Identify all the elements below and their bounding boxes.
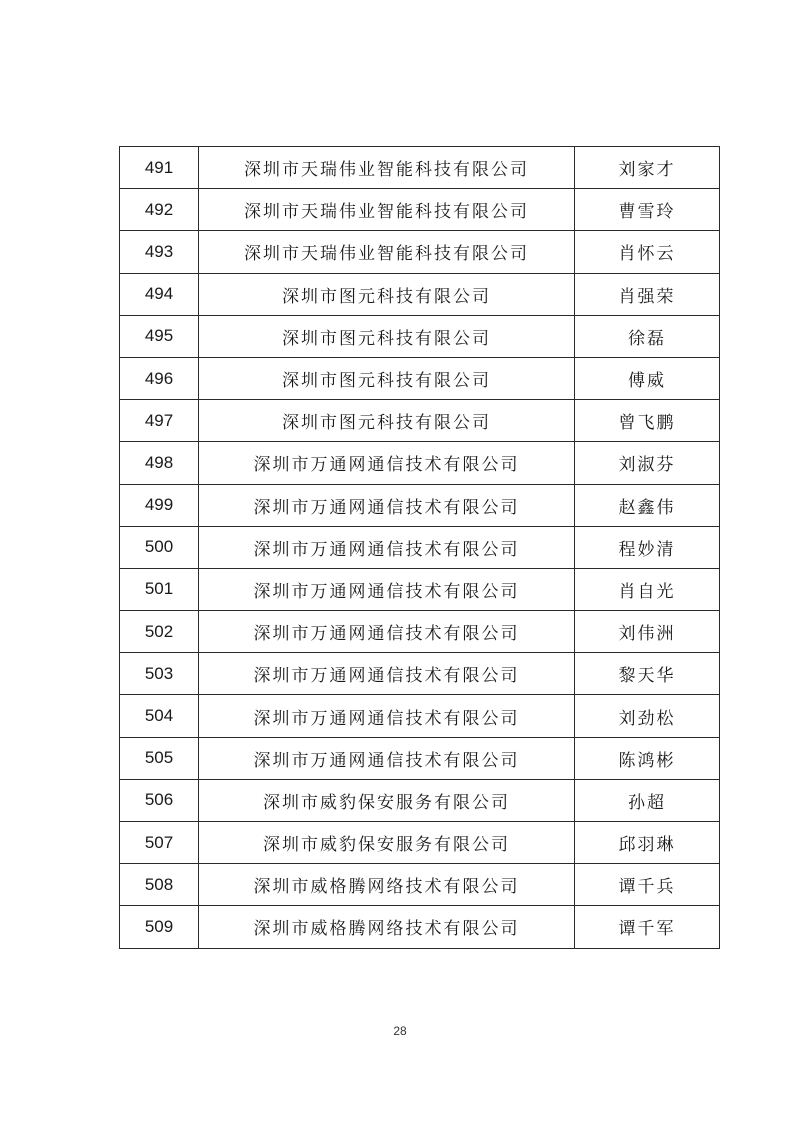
table-row	[120, 779, 720, 821]
person-name-cell: 谭千兵	[575, 864, 720, 906]
row-number-cell: 494	[120, 273, 199, 315]
table-row	[120, 822, 720, 864]
table-row	[120, 653, 720, 695]
person-name-cell: 刘家才	[575, 147, 720, 189]
company-name-cell: 深圳市万通网通信技术有限公司	[199, 695, 575, 737]
person-name-cell: 程妙清	[575, 526, 720, 568]
row-number-cell: 493	[120, 231, 199, 273]
row-number-cell: 498	[120, 442, 199, 484]
company-name-cell: 深圳市万通网通信技术有限公司	[199, 737, 575, 779]
table-row	[120, 568, 720, 610]
person-name-cell: 刘伟洲	[575, 611, 720, 653]
person-name-cell: 孙超	[575, 779, 720, 821]
company-name-cell: 深圳市威格腾网络技术有限公司	[199, 906, 575, 948]
person-name-cell: 陈鸿彬	[575, 737, 720, 779]
row-number-cell: 496	[120, 357, 199, 399]
table-row	[120, 864, 720, 906]
row-number-cell: 502	[120, 611, 199, 653]
company-name-cell: 深圳市万通网通信技术有限公司	[199, 484, 575, 526]
company-name-cell: 深圳市图元科技有限公司	[199, 315, 575, 357]
person-name-cell: 邱羽琳	[575, 822, 720, 864]
person-name-cell: 黎天华	[575, 653, 720, 695]
person-name-cell: 曹雪玲	[575, 189, 720, 231]
row-number-cell: 505	[120, 737, 199, 779]
table-row	[120, 737, 720, 779]
row-number-cell: 507	[120, 822, 199, 864]
company-name-cell: 深圳市威豹保安服务有限公司	[199, 822, 575, 864]
company-name-cell: 深圳市万通网通信技术有限公司	[199, 653, 575, 695]
company-name-cell: 深圳市万通网通信技术有限公司	[199, 442, 575, 484]
person-name-cell: 肖自光	[575, 568, 720, 610]
row-number-cell: 500	[120, 526, 199, 568]
table-row	[120, 357, 720, 399]
person-name-cell: 徐磊	[575, 315, 720, 357]
company-name-cell: 深圳市图元科技有限公司	[199, 357, 575, 399]
table-row	[120, 526, 720, 568]
person-name-cell: 赵鑫伟	[575, 484, 720, 526]
table-row	[120, 611, 720, 653]
row-number-cell: 506	[120, 779, 199, 821]
row-number-cell: 509	[120, 906, 199, 948]
table-row	[120, 906, 720, 948]
person-name-cell: 曾飞鹏	[575, 400, 720, 442]
company-name-cell: 深圳市万通网通信技术有限公司	[199, 611, 575, 653]
row-number-cell: 503	[120, 653, 199, 695]
row-number-cell: 491	[120, 147, 199, 189]
person-name-cell: 肖强荣	[575, 273, 720, 315]
person-name-cell: 肖怀云	[575, 231, 720, 273]
table-row	[120, 189, 720, 231]
row-number-cell: 501	[120, 568, 199, 610]
table-row	[120, 400, 720, 442]
table-row	[120, 231, 720, 273]
row-number-cell: 499	[120, 484, 199, 526]
company-name-cell: 深圳市万通网通信技术有限公司	[199, 526, 575, 568]
company-name-cell: 深圳市天瑞伟业智能科技有限公司	[199, 189, 575, 231]
page-number: 28	[393, 1024, 407, 1038]
table-row	[120, 147, 720, 189]
company-name-cell: 深圳市万通网通信技术有限公司	[199, 568, 575, 610]
table-row	[120, 695, 720, 737]
row-number-cell: 492	[120, 189, 199, 231]
person-name-cell: 刘淑芬	[575, 442, 720, 484]
table-row	[120, 315, 720, 357]
roster-table-body	[120, 147, 720, 949]
company-name-cell: 深圳市图元科技有限公司	[199, 400, 575, 442]
company-name-cell: 深圳市天瑞伟业智能科技有限公司	[199, 231, 575, 273]
company-name-cell: 深圳市天瑞伟业智能科技有限公司	[199, 147, 575, 189]
row-number-cell: 495	[120, 315, 199, 357]
roster-table	[119, 146, 720, 949]
company-name-cell: 深圳市威格腾网络技术有限公司	[199, 864, 575, 906]
person-name-cell: 刘劲松	[575, 695, 720, 737]
row-number-cell: 497	[120, 400, 199, 442]
table-row	[120, 442, 720, 484]
table-row	[120, 273, 720, 315]
row-number-cell: 508	[120, 864, 199, 906]
company-name-cell: 深圳市图元科技有限公司	[199, 273, 575, 315]
row-number-cell: 504	[120, 695, 199, 737]
person-name-cell: 傅威	[575, 357, 720, 399]
table-row	[120, 484, 720, 526]
person-name-cell: 谭千军	[575, 906, 720, 948]
company-name-cell: 深圳市威豹保安服务有限公司	[199, 779, 575, 821]
